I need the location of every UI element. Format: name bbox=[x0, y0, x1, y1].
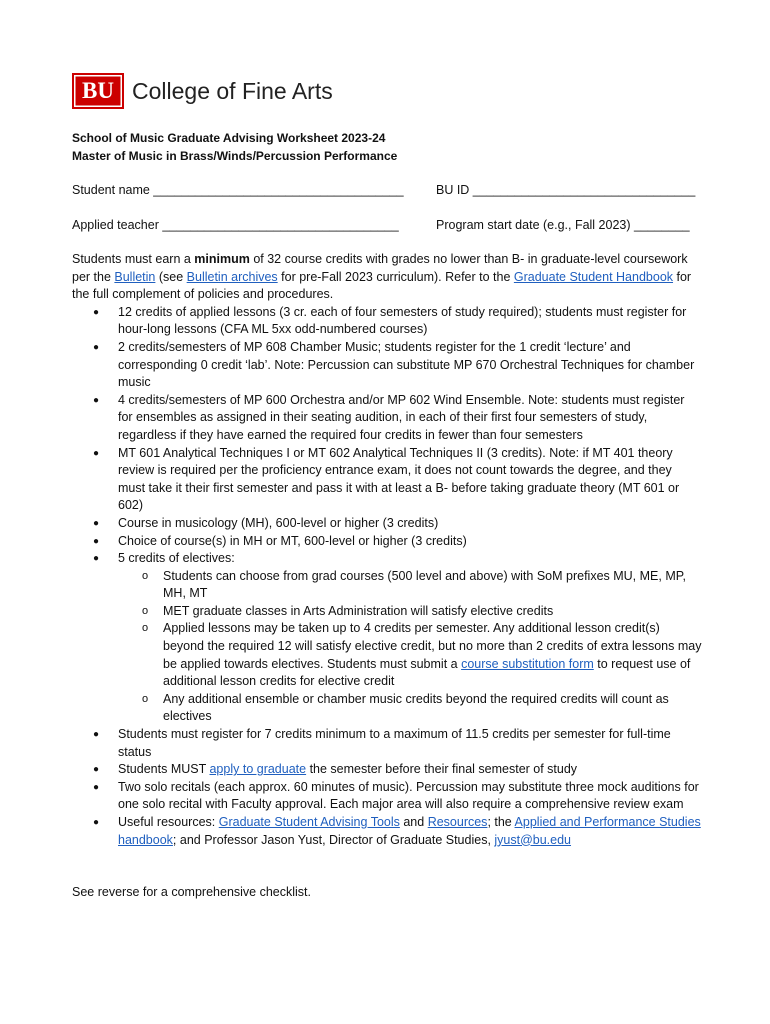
bullet-icon: ● bbox=[93, 817, 100, 828]
bullet-icon: ● bbox=[93, 764, 100, 776]
requirements-body bbox=[72, 251, 702, 849]
bu-id-field: BU ID ________________________________ bbox=[436, 183, 696, 197]
list-item: ● Two solo recitals (each approx. 60 minutes of music). Percussion may substitute three mock auditions for one solo recital with Faculty approval. Each major area will also require a comprehensive review exam bbox=[93, 779, 699, 812]
sub-list-item: o Students can choose from grad courses (500 level and above) with SoM prefixes MU, ME, MP, MH, MT bbox=[142, 568, 686, 601]
performance-handbook-link[interactable]: Applied and Performance Studies handbook bbox=[118, 815, 701, 847]
list-item: ● Students must register for 7 credits minimum to a maximum of 11.5 credits per semester for full-time status bbox=[93, 727, 671, 759]
student-name-field: Student name ____________________________________ bbox=[72, 183, 404, 197]
bullet-icon: ● bbox=[93, 394, 100, 406]
college-logo bbox=[72, 73, 333, 109]
bullet-icon: ● bbox=[93, 781, 100, 793]
email-link[interactable]: jyust@bu.edu bbox=[494, 832, 572, 847]
minimum-emphasis: minimum bbox=[194, 252, 250, 266]
footer-note: See reverse for a comprehensive checklist. bbox=[72, 885, 311, 899]
resources-link[interactable]: Resources bbox=[427, 815, 488, 829]
bullet-icon: ● bbox=[93, 553, 100, 565]
circle-bullet-icon: o bbox=[142, 604, 149, 617]
sub-list-item: o MET graduate classes in Arts Administration will satisfy elective credits bbox=[118, 603, 702, 621]
bu-logo-mark: BU bbox=[72, 73, 124, 109]
list-item: ● 12 credits of applied lessons (3 cr. each of four semesters of study required); students must register for hour-long lessons (CFA ML 5xx odd-numbered courses) bbox=[93, 304, 687, 337]
advising-tools-link[interactable]: Graduate Student Advising Tools bbox=[218, 815, 400, 829]
list-item: ● 5 credits of electives: o Students can choose from grad courses (500 level and above) with SoM prefixes MU, ME, MP, MH, MT o MET graduate classes in Arts Administration will satisfy elective credits o Applied lessons may be taken up to 4 credits per semester. Any additional lesson credit(s) beyond the required 12 will satisfy elective credit, but no more than 2 credits of extra lessons may be applied towards electives. Students must submit a course substitution form to request use of additional lesson credits for elective credit o Any additional ensemble or chamber music credits beyond the required credits will count as electives bbox=[72, 550, 702, 726]
list-item: ● 2 credits/semesters of MP 608 Chamber Music; students register for the 1 credit ‘lecture’ and corresponding 0 credit ‘lab’. Note: Percussion can substitute MP 670 Orchestral Techniques for chamber music bbox=[93, 339, 695, 390]
circle-bullet-icon: o bbox=[142, 692, 149, 705]
intro-paragraph: Students must earn a minimum of 32 course credits with grades no lower than B- in graduate-level coursework per the Bulletin (see Bulletin archives for pre-Fall 2023 curriculum). Refer to the Graduate Student Handbook for the full complement of policies and procedures. bbox=[72, 252, 692, 302]
bullet-icon: ● bbox=[93, 535, 100, 547]
bulletin-link[interactable]: Bulletin bbox=[114, 269, 156, 284]
list-item: ● 4 credits/semesters of MP 600 Orchestra and/or MP 602 Wind Ensemble. Note: students must register for ensembles as assigned in their seating audition, in each of their first four semesters of study, regardless if they have earned the required four credits in fewer than four semesters bbox=[93, 392, 685, 442]
electives-sublist bbox=[118, 568, 702, 726]
list-item: ● MT 601 Analytical Techniques I or MT 602 Analytical Techniques II (3 credits). Note: if MT 401 theory review is required per the proficiency entrance exam, it does not count towards the degree, and they must take it their first semester and pass it with at least a B- before taking graduate theory (MT 601 or 602) bbox=[93, 445, 680, 513]
bullet-icon: ● bbox=[93, 729, 100, 741]
sub-list-item: o Any additional ensemble or chamber music credits beyond the required credits will count as electives bbox=[142, 691, 669, 724]
sub-list-item: o Applied lessons may be taken up to 4 credits per semester. Any additional lesson credit(s) beyond the required 12 will satisfy elective credit, but no more than 2 credits of extra lessons may be applied towards electives. Students must submit a course substitution form to request use of additional lesson credits for elective credit bbox=[142, 621, 702, 689]
bulletin-archives-link[interactable]: Bulletin archives bbox=[186, 269, 278, 284]
list-item: ● Choice of course(s) in MH or MT, 600-level or higher (3 credits) bbox=[72, 533, 702, 551]
list-item: ● Useful resources: Graduate Student Advising Tools and Resources; the Applied and Performance Studies handbook; and Professor Jason Yust, Director of Graduate Studies, jyust@bu.edu bbox=[93, 815, 701, 847]
college-name: College of Fine Arts bbox=[132, 77, 333, 104]
bullet-icon: ● bbox=[93, 341, 100, 353]
circle-bullet-icon: o bbox=[142, 622, 149, 635]
bullet-icon: ● bbox=[93, 306, 100, 318]
bullet-icon: ● bbox=[93, 517, 100, 529]
degree-title: Master of Music in Brass/Winds/Percussion Performance bbox=[72, 149, 398, 163]
applied-teacher-field: Applied teacher __________________________________ bbox=[72, 218, 399, 232]
list-item: ● Course in musicology (MH), 600-level or higher (3 credits) bbox=[72, 515, 702, 533]
worksheet-title: School of Music Graduate Advising Worksheet 2023-24 bbox=[72, 131, 386, 145]
graduate-handbook-link[interactable]: Graduate Student Handbook bbox=[513, 269, 674, 284]
circle-bullet-icon: o bbox=[142, 569, 149, 582]
requirements-list bbox=[72, 304, 702, 849]
course-substitution-form-link[interactable]: course substitution form bbox=[461, 656, 594, 671]
list-item: ● Students MUST apply to graduate the semester before their final semester of study bbox=[72, 761, 702, 779]
bullet-icon: ● bbox=[93, 447, 100, 459]
apply-to-graduate-link[interactable]: apply to graduate bbox=[209, 762, 307, 777]
program-start-field: Program start date (e.g., Fall 2023) ________ bbox=[436, 218, 690, 232]
